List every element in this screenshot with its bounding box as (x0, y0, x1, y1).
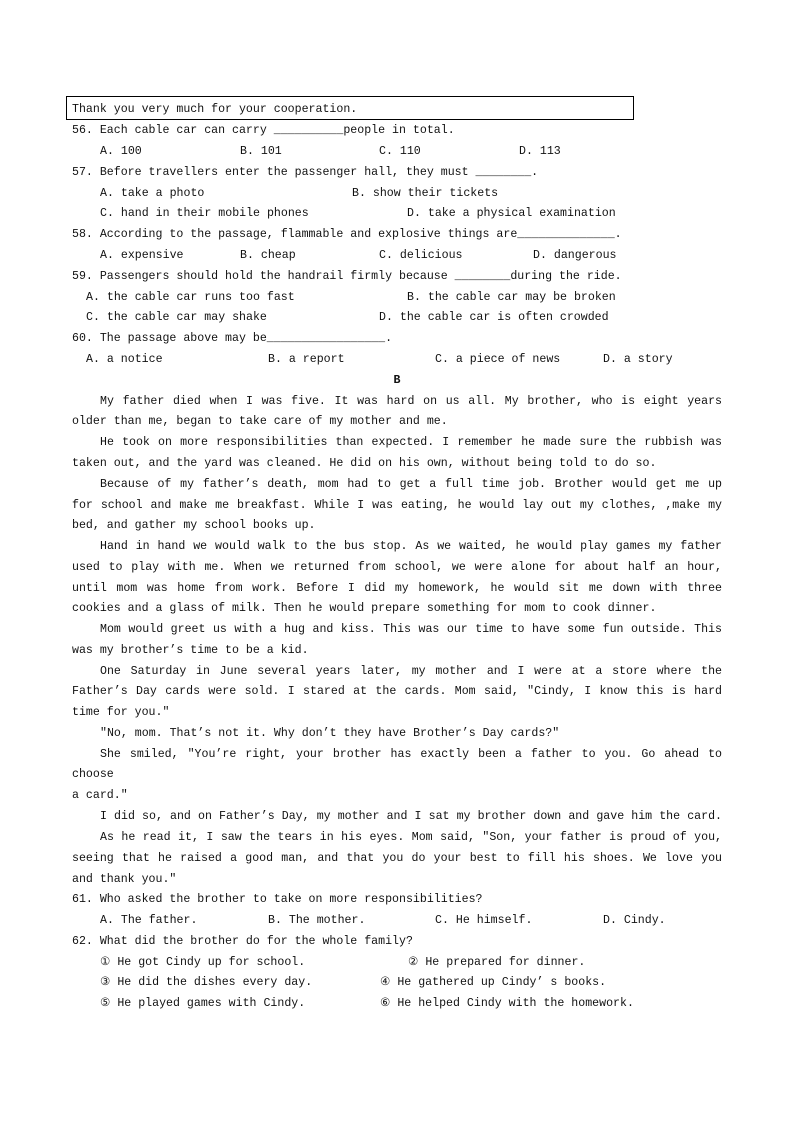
option-56-a[interactable]: A. 100 (100, 145, 142, 158)
option-57-d[interactable]: D. take a physical examination (407, 207, 616, 220)
passage-line: until mom was home from work. Before I did my homework, he would sit me down with three (72, 582, 722, 595)
passage-line: taken out, and the yard was cleaned. He did on his own, without being told to do so. (72, 457, 657, 470)
option-61-d[interactable]: D. Cindy. (603, 914, 666, 927)
question-59: 59. Passengers should hold the handrail firmly because ________during the ride. (72, 270, 622, 283)
option-59-a[interactable]: A. the cable car runs too fast (86, 291, 295, 304)
option-62-1[interactable]: ① He got Cindy up for school. (100, 956, 306, 969)
option-56-b[interactable]: B. 101 (240, 145, 282, 158)
passage-line: Father’s Day cards were sold. I stared at the cards. Mom said, ″Cindy, I know this is hard (72, 685, 722, 698)
passage-line: was my brother’s time to be a kid. (72, 644, 309, 657)
passage-line: As he read it, I saw the tears in his eyes. Mom said, ″Son, your father is proud of you, (100, 831, 722, 844)
passage-line: Mom would greet us with a hug and kiss. This was our time to have some fun outside. This (100, 623, 722, 636)
passage-line: time for you.″ (72, 706, 170, 719)
passage-line: I did so, and on Father’s Day, my mother and I sat my brother down and gave him the card. (100, 810, 722, 823)
option-58-c[interactable]: C. delicious (379, 249, 463, 262)
option-58-a[interactable]: A. expensive (100, 249, 184, 262)
option-57-b[interactable]: B. show their tickets (352, 187, 499, 200)
passage-line: cookies and a glass of milk. Then he would prepare something for mom to cook dinner. (72, 602, 657, 615)
passage-line: choose (72, 768, 114, 781)
question-56: 56. Each cable car can carry __________people in total. (72, 124, 455, 137)
option-58-d[interactable]: D. dangerous (533, 249, 617, 262)
option-60-b[interactable]: B. a report (268, 353, 345, 366)
passage-line: older than me, began to take care of my mother and me. (72, 415, 448, 428)
passage-line: Because of my father’s death, mom had to get a full time job. Brother would get me up (100, 478, 722, 491)
option-62-6[interactable]: ⑥ He helped Cindy with the homework. (380, 997, 634, 1010)
question-62: 62. What did the brother do for the whole family? (72, 935, 413, 948)
option-59-b[interactable]: B. the cable car may be broken (407, 291, 616, 304)
option-58-b[interactable]: B. cheap (240, 249, 296, 262)
passage-line: My father died when I was five. It was hard on us all. My brother, who is eight years (100, 395, 722, 408)
option-61-a[interactable]: A. The father. (100, 914, 198, 927)
notice-text: Thank you very much for your cooperation. (72, 103, 358, 116)
passage-line: One Saturday in June several years later, my mother and I were at a store where the (100, 665, 722, 678)
passage-line: a card.″ (72, 789, 128, 802)
option-62-4[interactable]: ④ He gathered up Cindy’ s books. (380, 976, 607, 989)
option-62-3[interactable]: ③ He did the dishes every day. (100, 976, 313, 989)
passage-line: used to play with me. When we returned from school, we were alone for about half an hour, (72, 561, 722, 574)
question-61: 61. Who asked the brother to take on more responsibilities? (72, 893, 483, 906)
passage-line: and thank you.″ (72, 873, 177, 886)
question-57: 57. Before travellers enter the passenger hall, they must ________. (72, 166, 539, 179)
option-60-d[interactable]: D. a story (603, 353, 673, 366)
question-58: 58. According to the passage, flammable and explosive things are______________. (72, 228, 622, 241)
option-60-c[interactable]: C. a piece of news (435, 353, 561, 366)
option-59-d[interactable]: D. the cable car is often crowded (379, 311, 609, 324)
option-62-5[interactable]: ⑤ He played games with Cindy. (100, 997, 306, 1010)
option-57-c[interactable]: C. hand in their mobile phones (100, 207, 309, 220)
option-62-2[interactable]: ② He prepared for dinner. (408, 956, 586, 969)
passage-line: He took on more responsibilities than expected. I remember he made sure the rubbish was (100, 436, 722, 449)
option-56-d[interactable]: D. 113 (519, 145, 561, 158)
option-57-a[interactable]: A. take a photo (100, 187, 205, 200)
section-b-title: B (393, 374, 401, 387)
passage-line: seeing that he raised a good man, and that you do your best to fill his shoes. We love you (72, 852, 722, 865)
passage-line: for school and make me breakfast. While I was eating, he would lay out my clothes, ,make my (72, 499, 722, 512)
option-59-c[interactable]: C. the cable car may shake (86, 311, 267, 324)
option-60-a[interactable]: A. a notice (86, 353, 163, 366)
option-61-c[interactable]: C. He himself. (435, 914, 533, 927)
passage-line: bed, and gather my school books up. (72, 519, 316, 532)
passage-line: ″No, mom. That’s not it. Why don’t they have Brother’s Day cards?″ (100, 727, 560, 740)
option-61-b[interactable]: B. The mother. (268, 914, 366, 927)
passage-line: Hand in hand we would walk to the bus stop. As we waited, he would play games my father (100, 540, 722, 553)
option-56-c[interactable]: C. 110 (379, 145, 421, 158)
question-60: 60. The passage above may be_________________. (72, 332, 393, 345)
passage-line: She smiled, ″You’re right, your brother has exactly been a father to you. Go ahead to (100, 748, 722, 761)
